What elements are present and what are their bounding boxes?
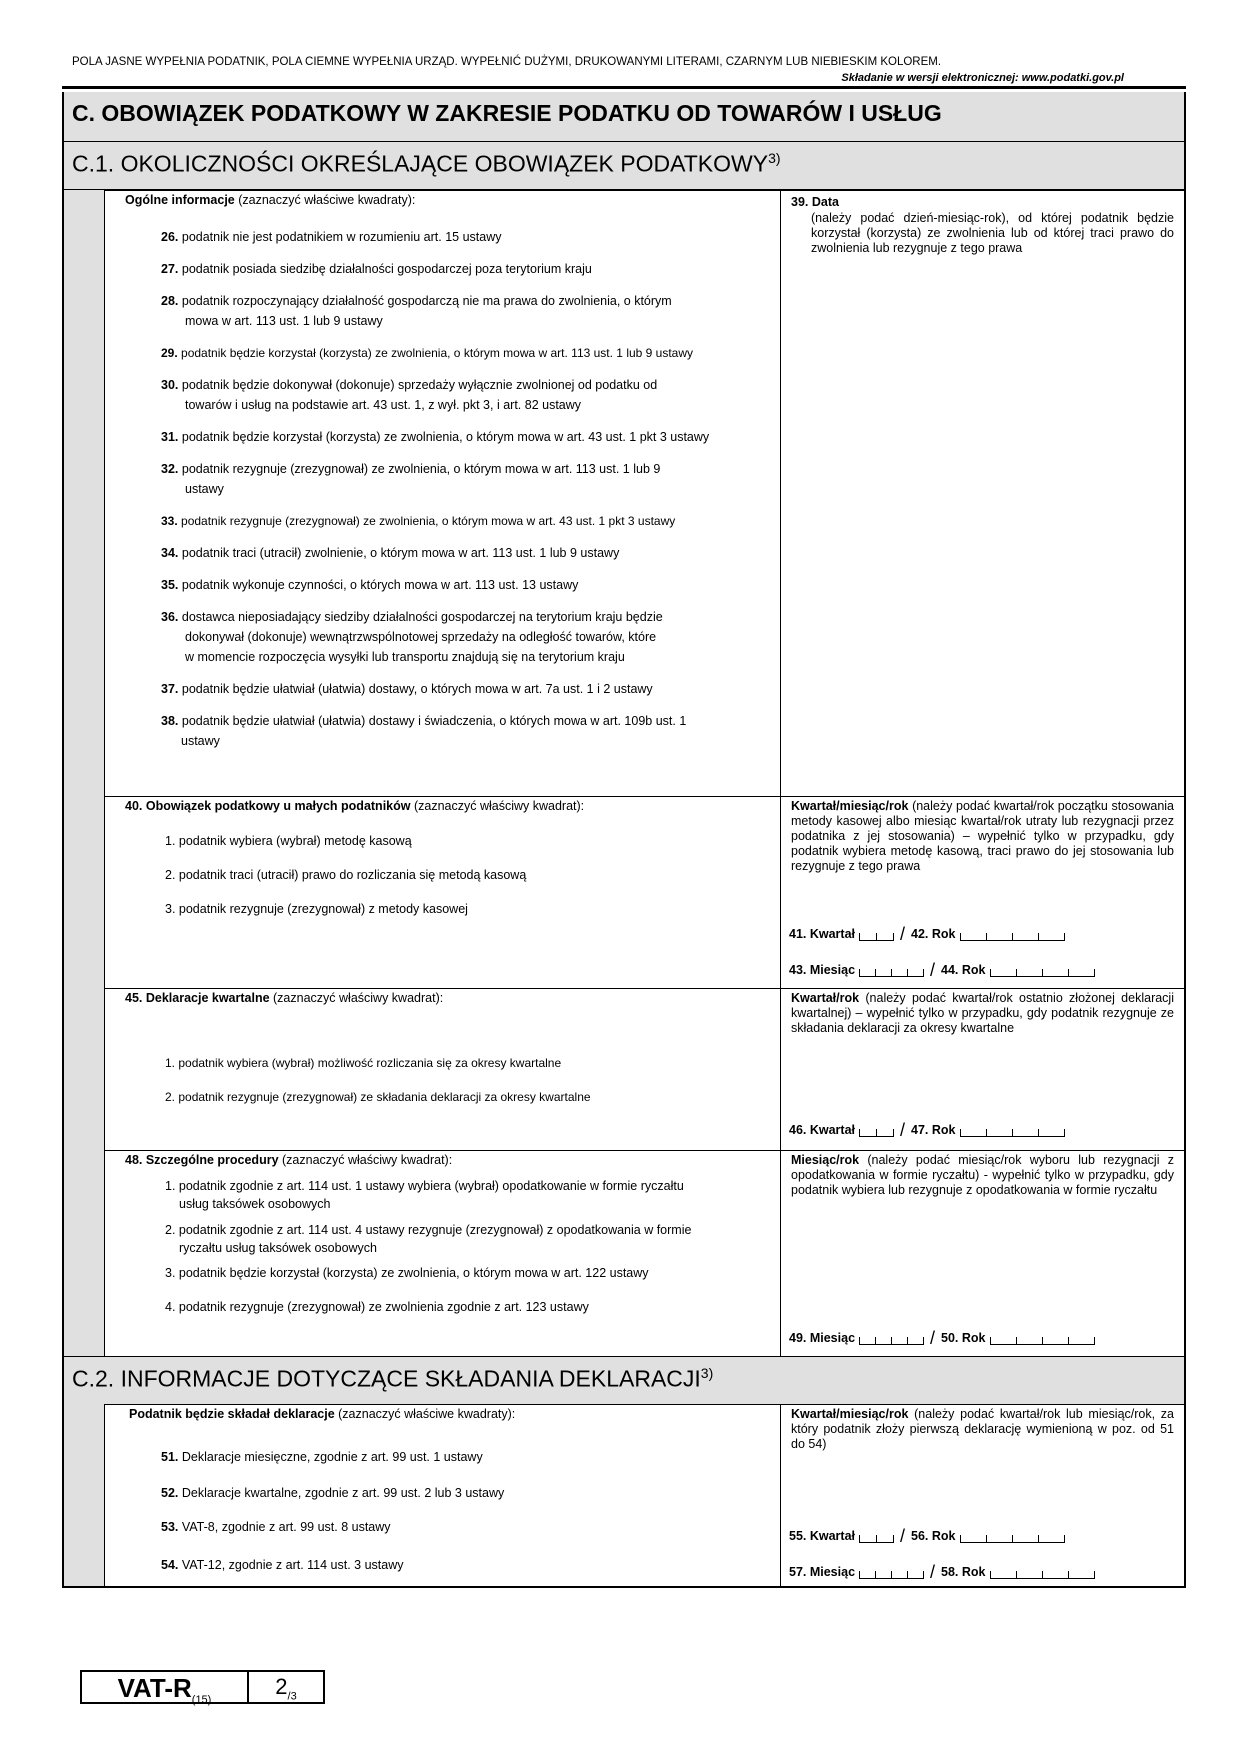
form-instruction: POLA JASNE WYPEŁNIA PODATNIK, POLA CIEMNE WYPEŁNIA URZĄD. WYPEŁNIĆ DUŻYMI, DRUKOWANYMI LITERAMI, CZARNYM LUB NIEBIESKIM KOLOREM.	[72, 56, 942, 68]
declarations-period-desc: Kwartał/miesiąc/rok (należy podać kwartał/rok lub miesiąc/rok, za który podatnik złoży pierwszą deklarację wymienioną w poz. od 51 do 54)	[791, 1407, 1174, 1451]
field-57-58[interactable]: 57. Miesiąc / 58. Rok	[789, 1565, 1095, 1579]
month-input-57[interactable]	[859, 1571, 924, 1579]
checkbox-27[interactable]: 27. podatnik posiada siedzibę działalności gospodarczej poza terytorium kraju	[161, 262, 592, 276]
year-label-44: 44. Rok	[941, 963, 986, 977]
quarter-label-41: 41. Kwartał	[789, 927, 856, 941]
quarterly-declarations-title: 45. Deklaracje kwartalne (zaznaczyć właściwy kwadrat):	[125, 991, 444, 1005]
checkbox-28[interactable]: 28. podatnik rozpoczynający działalność gospodarczą nie ma prawa do zwolnienia, o którym mowa w art. 113 ust. 1 lub 9 ustawy	[161, 294, 672, 328]
page-number: $2_{/3}$	[275, 1674, 297, 1703]
month-label-49: 49. Miesiąc	[789, 1331, 856, 1345]
checkbox-30[interactable]: 30. podatnik będzie dokonywał (dokonuje) sprzedaży wyłącznie zwolnionej od podatku od towarów i usług na podstawie art. 43 ust. 1, z wył. pkt 3, i art. 82 ustawy	[161, 378, 658, 412]
top-rule	[62, 86, 1186, 89]
special-procedures-title: 48. Szczególne procedury (zaznaczyć właściwy kwadrat):	[125, 1153, 453, 1167]
field-46-47[interactable]: 46. Kwartał / 47. Rok	[789, 1123, 1065, 1137]
section-c1-title-text: C.1. OKOLICZNOŚCI OKREŚLAJĄCE OBOWIĄZEK PODATKOWY	[72, 150, 769, 177]
year-label-47: 47. Rok	[911, 1123, 956, 1137]
checkbox-33[interactable]: 33. podatnik rezygnuje (zrezygnował) ze zwolnienia, o którym mowa w art. 43 ust. 1 pkt 3 ustawy	[161, 514, 676, 528]
year-input-50[interactable]	[990, 1337, 1095, 1345]
cash-method-option-3[interactable]: 3. podatnik rezygnuje (zrezygnował) z metody kasowej	[165, 902, 468, 916]
cash-method-option-2[interactable]: 2. podatnik traci (utracił) prawo do rozliczania się metodą kasową	[165, 868, 527, 882]
quarter-input-55[interactable]	[859, 1535, 894, 1543]
checkbox-38[interactable]: 38. podatnik będzie ułatwiał (ułatwia) dostawy i świadczenia, o których mowa w art. 109b ust. 1 ustawy	[161, 714, 687, 748]
declarations-period-panel	[780, 1404, 1186, 1588]
section-c1-side-stripe	[62, 190, 104, 1356]
declarations-title: Podatnik będzie składał deklaracje (zaznaczyć właściwe kwadraty):	[129, 1407, 516, 1421]
special-option-4[interactable]: 4. podatnik rezygnuje (zrezygnował) ze zwolnienia zgodnie z art. 123 ustawy	[165, 1300, 589, 1314]
special-option-2[interactable]: 2. podatnik zgodnie z art. 114 ust. 4 ustawy rezygnuje (zrezygnował) z opodatkowania w formie ryczałtu usług taksówek osobowych	[165, 1223, 692, 1255]
year-input-56[interactable]	[960, 1535, 1065, 1543]
electronic-filing-note: Składanie w wersji elektronicznej: www.podatki.gov.pl	[841, 72, 1124, 84]
special-period-desc: Miesiąc/rok (należy podać miesiąc/rok wyboru lub rezygnacji z opodatkowania w formie ryczałtu) - wypełnić tylko w przypadku, gdy podatnik wybiera lub rezygnuje z opodatkowania w formie ryczałtu	[791, 1153, 1174, 1197]
checkbox-54[interactable]: 54. VAT-12, zgodnie z art. 114 ust. 3 ustawy	[161, 1558, 404, 1572]
field-41-42[interactable]: 41. Kwartał / 42. Rok	[789, 927, 1065, 941]
footnote-marker: 3)	[768, 150, 781, 166]
section-c2-title	[62, 1356, 1186, 1404]
section-c1-title	[62, 142, 1186, 190]
form-id: VAT-$R_{(15)}$	[82, 1672, 249, 1702]
section-c2-side-stripe	[62, 1404, 104, 1588]
month-input-49[interactable]	[859, 1337, 924, 1345]
quarter-input-41[interactable]	[859, 933, 894, 941]
month-label-43: 43. Miesiąc	[789, 963, 856, 977]
quarterly-option-2[interactable]: 2. podatnik rezygnuje (zrezygnował) ze składania deklaracji za okresy kwartalne	[165, 1090, 591, 1104]
year-input-47[interactable]	[960, 1129, 1065, 1137]
quarter-label-46: 46. Kwartał	[789, 1123, 856, 1137]
section-c-title	[62, 92, 1186, 142]
year-label-50: 50. Rok	[941, 1331, 986, 1345]
quarterly-declarations-panel	[104, 988, 780, 1150]
cash-method-panel	[104, 796, 780, 988]
field-55-56[interactable]: 55. Kwartał / 56. Rok	[789, 1529, 1065, 1543]
month-label-57: 57. Miesiąc	[789, 1565, 856, 1579]
quarter-label-55: 55. Kwartał	[789, 1529, 856, 1543]
cash-method-title: 40. Obowiązek podatkowy u małych podatników (zaznaczyć właściwy kwadrat):	[125, 799, 585, 813]
year-label-58: 58. Rok	[941, 1565, 986, 1579]
special-procedures-panel	[104, 1150, 780, 1356]
quarter-input-46[interactable]	[859, 1129, 894, 1137]
checkbox-37[interactable]: 37. podatnik będzie ułatwiał (ułatwia) dostawy, o których mowa w art. 7a ust. 1 i 2 ustawy	[161, 682, 653, 696]
year-input-42[interactable]	[960, 933, 1065, 941]
date-label: 39. Data	[791, 195, 839, 209]
quarterly-option-1[interactable]: 1. podatnik wybiera (wybrał) możliwość rozliczania się za okresy kwartalne	[165, 1056, 562, 1070]
year-label-42: 42. Rok	[911, 927, 956, 941]
quarterly-period-desc: Kwartał/rok (należy podać kwartał/rok ostatnio złożonej deklaracji kwartalnej) – wypełnić tylko w przypadku, gdy podatnik rezygnuje ze składania deklaracji za okresy kwartalne	[791, 991, 1174, 1035]
date-field-39[interactable]	[780, 190, 1186, 796]
checkbox-51[interactable]: 51. Deklaracje miesięczne, zgodnie z art. 99 ust. 1 ustawy	[161, 1450, 483, 1464]
month-input-43[interactable]	[859, 969, 924, 977]
checkbox-36[interactable]: 36. dostawca nieposiadający siedziby działalności gospodarczej na terytorium kraju będzie dokonywał (dokonuje) wewnątrzwspólnotowej sprzedaży na odległość towarów, które w momencie rozpoczęcia wysyłki lub transportu znajdują się na terytorium kraju	[161, 610, 663, 664]
general-info-title: Ogólne informacje (zaznaczyć właściwe kwadraty):	[125, 193, 416, 207]
footnote-marker: 3)	[700, 1365, 714, 1381]
checkbox-35[interactable]: 35. podatnik wykonuje czynności, o których mowa w art. 113 ust. 13 ustawy	[161, 578, 579, 592]
section-c-title-text: C. OBOWIĄZEK PODATKOWY W ZAKRESIE PODATKU OD TOWARÓW I USŁUG	[72, 100, 942, 126]
year-input-58[interactable]	[990, 1571, 1095, 1579]
cash-method-option-1[interactable]: 1. podatnik wybiera (wybrał) metodę kasową	[165, 834, 412, 848]
special-option-1[interactable]: 1. podatnik zgodnie z art. 114 ust. 1 ustawy wybiera (wybrał) opodatkowanie w formie ryczałtu usług taksówek osobowych	[165, 1179, 684, 1211]
checkbox-34[interactable]: 34. podatnik traci (utracił) zwolnienie, o którym mowa w art. 113 ust. 1 lub 9 ustawy	[161, 546, 620, 560]
general-info-panel	[104, 190, 780, 796]
section-c2-title-text: C.2. INFORMACJE DOTYCZĄCE SKŁADANIA DEKLARACJI	[72, 1365, 701, 1392]
cash-method-period-panel	[780, 796, 1186, 988]
special-option-3[interactable]: 3. podatnik będzie korzystał (korzysta) ze zwolnienia, o którym mowa w art. 122 ustawy	[165, 1266, 649, 1280]
checkbox-26[interactable]: 26. podatnik nie jest podatnikiem w rozumieniu art. 15 ustawy	[161, 230, 502, 244]
checkbox-29[interactable]: 29. podatnik będzie korzystał (korzysta) ze zwolnienia, o którym mowa w art. 113 ust. 1 lub 9 ustawy	[161, 346, 694, 360]
quarterly-period-panel	[780, 988, 1186, 1150]
year-input-44[interactable]	[990, 969, 1095, 977]
cash-method-period-desc: Kwartał/miesiąc/rok (należy podać kwartał/rok początku stosowania metody kasowej albo miesiąc kwartał/rok utraty lub rezygnacji przez podatnika z jej stosowania) – wypełnić tylko w przypadku, gdy podatnik wybiera metodę kasową, traci prawo do jej stosowania lub rezygnuje z tego prawa	[791, 799, 1174, 873]
checkbox-31[interactable]: 31. podatnik będzie korzystał (korzysta) ze zwolnienia, o którym mowa w art. 43 ust. 1 pkt 3 ustawy	[161, 430, 710, 444]
declarations-panel	[104, 1404, 780, 1588]
checkbox-52[interactable]: 52. Deklaracje kwartalne, zgodnie z art. 99 ust. 2 lub 3 ustawy	[161, 1486, 505, 1500]
special-period-panel	[780, 1150, 1186, 1356]
year-label-56: 56. Rok	[911, 1529, 956, 1543]
field-49-50[interactable]: 49. Miesiąc / 50. Rok	[789, 1331, 1095, 1345]
date-description: (należy podać dzień-miesiąc-rok), od której podatnik będzie korzystał (korzysta) ze zwolnienia lub od której traci prawo do zwolnienia lub rezygnuje z tego prawa	[811, 211, 1174, 255]
checkbox-32[interactable]: 32. podatnik rezygnuje (zrezygnował) ze zwolnienia, o którym mowa w art. 113 ust. 1 lub 9 ustawy	[161, 462, 661, 496]
field-43-44[interactable]: 43. Miesiąc / 44. Rok	[789, 963, 1095, 977]
form-footer	[80, 1670, 325, 1707]
checkbox-53[interactable]: 53. VAT-8, zgodnie z art. 99 ust. 8 ustawy	[161, 1520, 391, 1534]
